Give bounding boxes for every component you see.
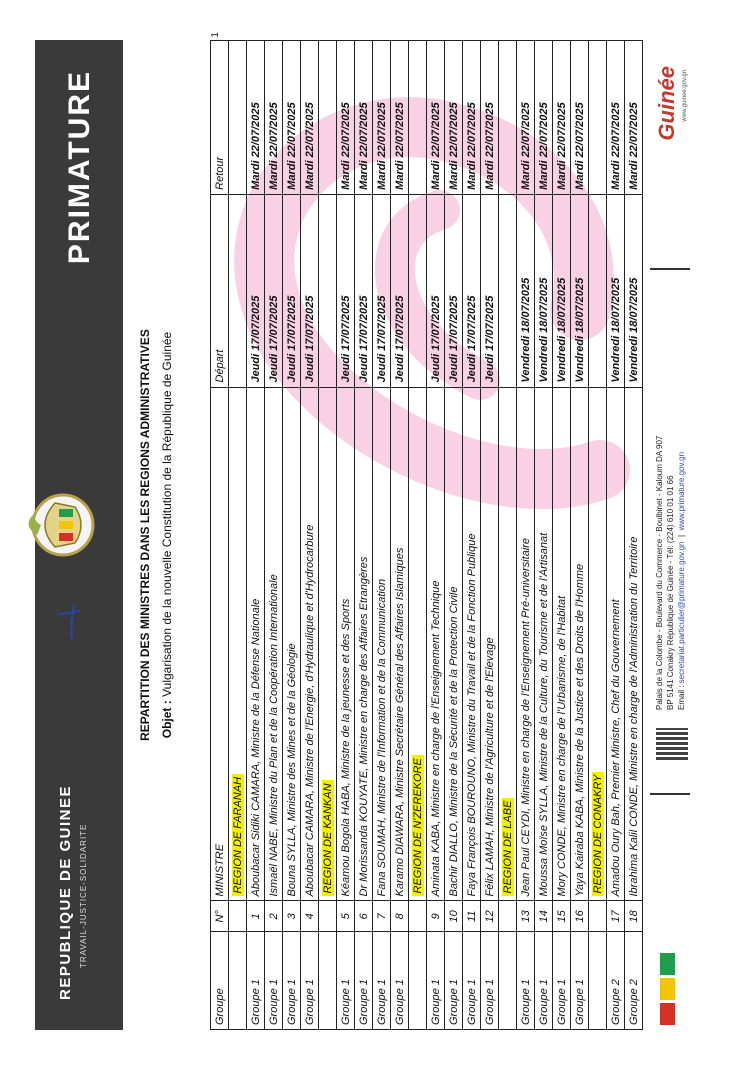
number-cell: 5 (337, 901, 355, 932)
coat-of-arms-icon (15, 485, 99, 565)
region-row (229, 41, 247, 1030)
ministre-cell: Fana SOUMAH, Ministre de l'Information et de la Communication (373, 387, 391, 901)
depart-cell: Vendredi 18/07/2025 (517, 194, 535, 387)
ministers-table (210, 40, 643, 1030)
number-cell: 16 (571, 901, 589, 932)
table-row (445, 41, 463, 1030)
retour-cell: Mardi 22/07/2025 (355, 41, 373, 195)
depart-cell: Jeudi 17/07/2025 (355, 194, 373, 387)
number-cell: 1 (247, 901, 265, 932)
ministre-cell: Félix LAMAH, Ministre de l'Agriculture et de l'Elevage (481, 387, 499, 901)
table-row (553, 41, 571, 1030)
number-cell: 6 (355, 901, 373, 932)
ministre-cell: Aminata KABA, Ministre en charge de l'Enseignement Technique (427, 387, 445, 901)
region-row (319, 41, 337, 1030)
retour-cell: Mardi 22/07/2025 (283, 41, 301, 195)
region-label: REGION DE CONAKRY (592, 772, 604, 897)
groupe-cell: Groupe 1 (373, 932, 391, 1030)
table-row (625, 41, 643, 1030)
empty-cell (589, 901, 607, 932)
region-row (499, 41, 517, 1030)
groupe-cell: Groupe 1 (283, 932, 301, 1030)
ministre-cell: Aboubacar CAMARA, Ministre de l'Energie, d'Hydraulique et d'Hydrocarbure (301, 387, 319, 901)
table-row (427, 41, 445, 1030)
table-row (481, 41, 499, 1030)
groupe-cell: Groupe 1 (463, 932, 481, 1030)
groupe-cell: Groupe 1 (391, 932, 409, 1030)
empty-cell (229, 194, 247, 387)
footer-divider (650, 793, 690, 795)
empty-cell (589, 932, 607, 1030)
region-cell (409, 387, 427, 901)
retour-cell: Mardi 22/07/2025 (301, 41, 319, 195)
table-row (463, 41, 481, 1030)
empty-cell (319, 194, 337, 387)
flag-stripe-yellow (660, 978, 675, 1000)
ministre-cell: Moussa Moïse SYLLA, Ministre de la Culture, du Tourisme et de l'Artisanat (535, 387, 553, 901)
table-row (571, 41, 589, 1030)
rotated-content (10, 20, 730, 1050)
qr-code-icon (656, 728, 688, 760)
empty-cell (589, 41, 607, 195)
groupe-cell: Groupe 1 (337, 932, 355, 1030)
table-body (229, 41, 643, 1030)
brand-logo: Guinée (654, 66, 679, 141)
contact-line: Email : secretariat.particulier@primature.gov.gn | www.primature.gov.gn (677, 451, 686, 710)
header-ministre: MINISTRE (211, 387, 229, 901)
empty-cell (319, 932, 337, 1030)
email-label: Email : (677, 685, 686, 710)
address-line-1: Palais de la Colombe - Boulevard du Commerce - Boulbinet - Kaloum DA 907 (655, 435, 664, 710)
ministre-cell: Faya François BOUROUNO, Ministre du Travail et de la Fonction Publique (463, 387, 481, 901)
ministre-cell: Yaya Kairaba KABA, Ministre de la Justice et des Droits de l'Homme (571, 387, 589, 901)
retour-cell: Mardi 22/07/2025 (625, 41, 643, 195)
empty-cell (499, 194, 517, 387)
table-row (607, 41, 625, 1030)
retour-cell: Mardi 22/07/2025 (445, 41, 463, 195)
groupe-cell: Groupe 1 (517, 932, 535, 1030)
brand-url: www.guinee.gov.gn (682, 70, 688, 122)
ministre-cell: Ismaël NABE, Ministre du Plan et de la Coopération Internationale (265, 387, 283, 901)
email-link[interactable]: secretariat.particulier@primature.gov.gn (677, 541, 686, 684)
number-cell: 3 (283, 901, 301, 932)
empty-cell (409, 194, 427, 387)
document-title: REPARTITION DES MINISTRES DANS LES REGIONS ADMINISTRATIVES (138, 329, 152, 741)
empty-cell (499, 901, 517, 932)
depart-cell: Vendredi 18/07/2025 (571, 194, 589, 387)
empty-cell (229, 901, 247, 932)
retour-cell: Mardi 22/07/2025 (373, 41, 391, 195)
number-cell: 4 (301, 901, 319, 932)
table-row (391, 41, 409, 1030)
retour-cell: Mardi 22/07/2025 (607, 41, 625, 195)
footer-divider (650, 268, 690, 270)
subject-text: Vulgarisation de la nouvelle Constitution de la République de Guinée (160, 331, 174, 697)
header-depart: Départ (211, 194, 229, 387)
depart-cell: Jeudi 17/07/2025 (301, 194, 319, 387)
retour-cell: Mardi 22/07/2025 (391, 41, 409, 195)
depart-cell: Jeudi 17/07/2025 (463, 194, 481, 387)
flag-stripe-red (660, 1003, 675, 1025)
table-row (283, 41, 301, 1030)
ministre-cell: Bouna SYLLA, Ministre des Mines et de la Géologie (283, 387, 301, 901)
table-row (247, 41, 265, 1030)
republic-name: REPUBLIQUE DE GUINEE (57, 784, 74, 1000)
table-row (265, 41, 283, 1030)
empty-cell (499, 41, 517, 195)
number-cell: 18 (625, 901, 643, 932)
retour-cell: Mardi 22/07/2025 (571, 41, 589, 195)
retour-cell: Mardi 22/07/2025 (463, 41, 481, 195)
number-cell: 14 (535, 901, 553, 932)
region-cell (229, 387, 247, 901)
depart-cell: Jeudi 17/07/2025 (247, 194, 265, 387)
empty-cell (229, 41, 247, 195)
groupe-cell: Groupe 1 (535, 932, 553, 1030)
depart-cell: Jeudi 17/07/2025 (265, 194, 283, 387)
table-row (355, 41, 373, 1030)
empty-cell (589, 194, 607, 387)
number-cell: 17 (607, 901, 625, 932)
region-label: REGION DE KANKAN (322, 780, 334, 896)
groupe-cell: Groupe 1 (265, 932, 283, 1030)
website-link[interactable]: www.primature.gov.gn (677, 451, 686, 531)
ministre-cell: Kéamou Bogola HABA, Ministre de la jeunesse et des Sports (337, 387, 355, 901)
ministre-cell: Bachir DIALLO, Ministre de la Sécurité et de la Protection Civile (445, 387, 463, 901)
depart-cell: Vendredi 18/07/2025 (607, 194, 625, 387)
ministre-cell: Dr Morissanda KOUYATE, Ministre en charge des Affaires Etrangères (355, 387, 373, 901)
groupe-cell: Groupe 1 (571, 932, 589, 1030)
region-row (409, 41, 427, 1030)
number-cell: 12 (481, 901, 499, 932)
groupe-cell: Groupe 2 (607, 932, 625, 1030)
depart-cell: Jeudi 17/07/2025 (373, 194, 391, 387)
retour-cell: Mardi 22/07/2025 (265, 41, 283, 195)
subject-label: Objet : (160, 700, 174, 739)
table-row (535, 41, 553, 1030)
groupe-cell: Groupe 1 (301, 932, 319, 1030)
groupe-cell: Groupe 1 (427, 932, 445, 1030)
groupe-cell: Groupe 1 (247, 932, 265, 1030)
region-label: REGION DE LABE (502, 798, 514, 897)
depart-cell: Jeudi 17/07/2025 (481, 194, 499, 387)
depart-cell: Jeudi 17/07/2025 (427, 194, 445, 387)
header-groupe: Groupe (211, 932, 229, 1030)
number-cell: 11 (463, 901, 481, 932)
ministre-cell: Amadou Oury Bah, Premier Ministre, Chef du Gouvernement (607, 387, 625, 901)
table-row (337, 41, 355, 1030)
republic-motto: TRAVAIL-JUSTICE-SOLIDARITE (79, 823, 88, 968)
depart-cell: Jeudi 17/07/2025 (391, 194, 409, 387)
number-cell: 13 (517, 901, 535, 932)
depart-cell: Jeudi 17/07/2025 (337, 194, 355, 387)
ministre-cell: Jean Paul CEYDI, Ministre en charge de l'Enseignement Pré-universitaire (517, 387, 535, 901)
handwritten-mark-icon (52, 585, 82, 645)
ministre-cell: Aboubacar Sidiki CAMARA, Ministre de la Défense Nationale (247, 387, 265, 901)
retour-cell: Mardi 22/07/2025 (337, 41, 355, 195)
region-label: REGION DE N'ZEREKORE (412, 755, 424, 896)
retour-cell: Mardi 22/07/2025 (481, 41, 499, 195)
ministre-cell: Karamo DIAWARA, Ministre Secrétaire Général des Affaires Islamiques (391, 387, 409, 901)
retour-cell: Mardi 22/07/2025 (427, 41, 445, 195)
groupe-cell: Groupe 2 (625, 932, 643, 1030)
table-header-row (211, 41, 229, 1030)
number-cell: 7 (373, 901, 391, 932)
table-row (301, 41, 319, 1030)
ministre-cell: Mory CONDE, Ministre en charge de l'Urbanisme, de l'Habitat (553, 387, 571, 901)
table-row (373, 41, 391, 1030)
depart-cell: Jeudi 17/07/2025 (445, 194, 463, 387)
depart-cell: Vendredi 18/07/2025 (535, 194, 553, 387)
groupe-cell: Groupe 1 (355, 932, 373, 1030)
flag-stripes (660, 950, 680, 1025)
retour-cell: Mardi 22/07/2025 (247, 41, 265, 195)
empty-cell (499, 932, 517, 1030)
office-name: PRIMATURE (63, 70, 96, 265)
retour-cell: Mardi 22/07/2025 (535, 41, 553, 195)
number-cell: 10 (445, 901, 463, 932)
footer-address (654, 436, 687, 710)
empty-cell (409, 41, 427, 195)
table-row (517, 41, 535, 1030)
empty-cell (229, 932, 247, 1030)
region-cell (589, 387, 607, 901)
address-line-2: BP 5141 Conakry République de Guinée - Tél: (224) 610 01 01 66 (666, 475, 675, 710)
groupe-cell: Groupe 1 (553, 932, 571, 1030)
depart-cell: Jeudi 17/07/2025 (283, 194, 301, 387)
ministre-cell: Ibrahima Kalil CONDE, Ministre en charge de l'Administration du Territoire (625, 387, 643, 901)
empty-cell (409, 932, 427, 1030)
retour-cell: Mardi 22/07/2025 (553, 41, 571, 195)
empty-cell (319, 901, 337, 932)
number-cell: 8 (391, 901, 409, 932)
empty-cell (409, 901, 427, 932)
region-label: REGION DE FARANAH (232, 774, 244, 897)
empty-cell (319, 41, 337, 195)
depart-cell: Vendredi 18/07/2025 (553, 194, 571, 387)
region-row (589, 41, 607, 1030)
region-cell (499, 387, 517, 901)
retour-cell: Mardi 22/07/2025 (517, 41, 535, 195)
number-cell: 9 (427, 901, 445, 932)
document-subject (160, 20, 174, 1050)
page-number: 1 (210, 32, 221, 38)
groupe-cell: Groupe 1 (445, 932, 463, 1030)
number-cell: 2 (265, 901, 283, 932)
header-num: N° (211, 901, 229, 932)
header-retour: Retour (211, 41, 229, 195)
region-cell (319, 387, 337, 901)
groupe-cell: Groupe 1 (481, 932, 499, 1030)
depart-cell: Vendredi 18/07/2025 (625, 194, 643, 387)
flag-stripe-green (660, 953, 675, 975)
number-cell: 15 (553, 901, 571, 932)
